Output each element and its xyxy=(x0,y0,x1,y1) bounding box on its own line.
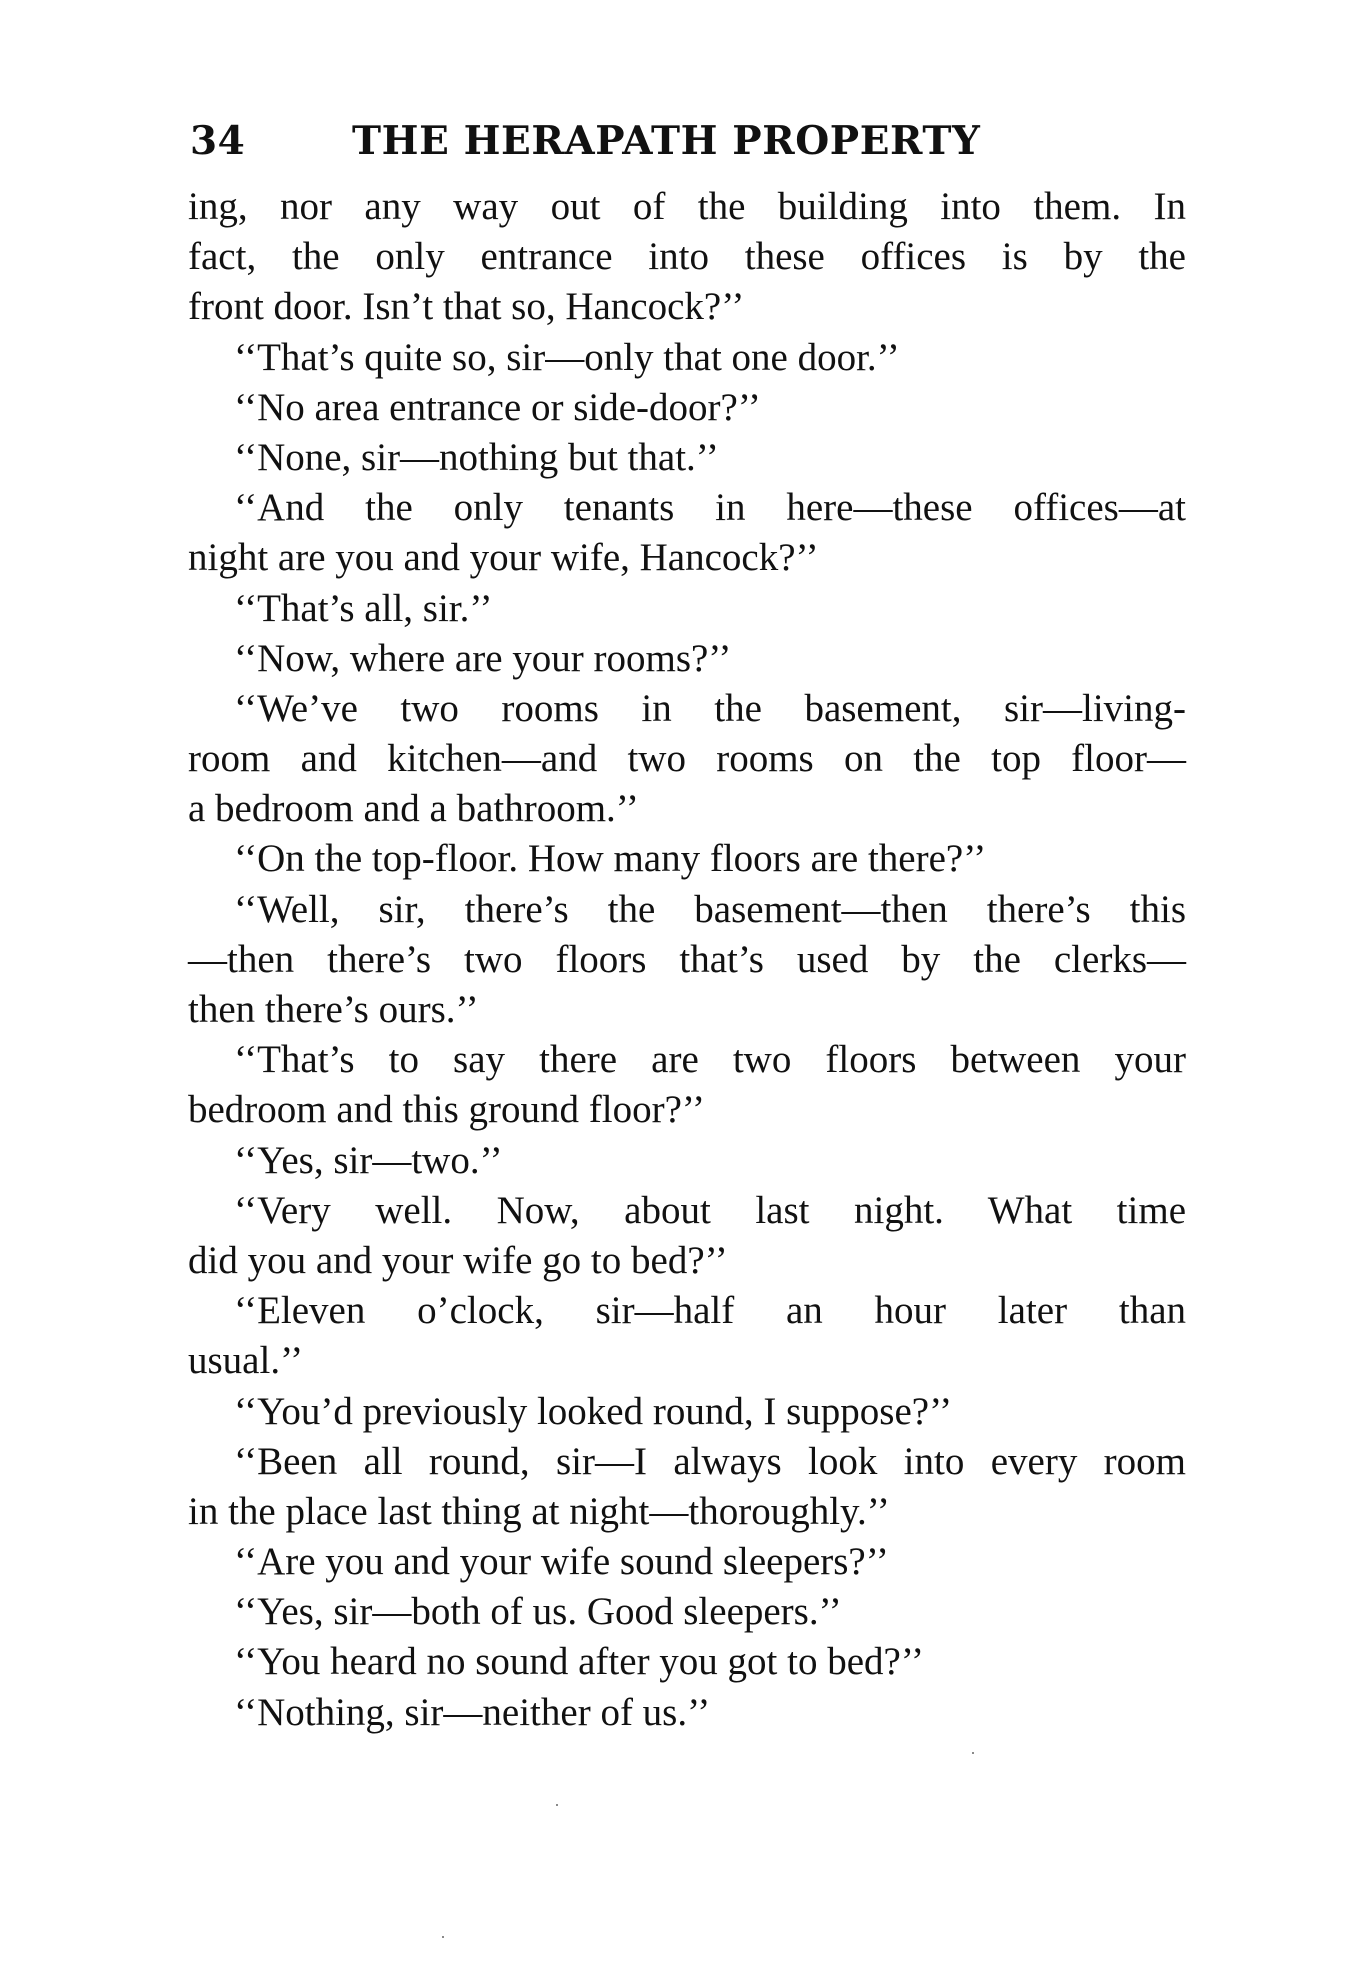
text-line: a bedroom and a bathroom.’’ xyxy=(188,787,639,831)
text-line: did you and your wife go to bed?’’ xyxy=(188,1238,728,1282)
text-line: ‘‘On the top-floor. How many floors are there?’’ xyxy=(234,837,987,881)
scan-speck xyxy=(972,1752,974,1754)
text-line: room and kitchen—and two rooms on the top floor— xyxy=(188,737,1186,781)
text-line: in the place last thing at night—thoroughly.’’ xyxy=(188,1489,890,1533)
text-line: ‘‘Yes, sir—two.’’ xyxy=(234,1138,503,1182)
scan-speck xyxy=(442,1936,444,1938)
text-line: then there’s ours.’’ xyxy=(188,988,479,1031)
text-line: ‘‘Been all round, sir—I always look into every room xyxy=(234,1439,1186,1483)
text-line: ‘‘Now, where are your rooms?’’ xyxy=(234,636,732,680)
text-line: ‘‘And the only tenants in here—these offices—at xyxy=(234,486,1186,530)
text-line: usual.’’ xyxy=(188,1339,304,1383)
text-line: ‘‘Very well. Now, about last night. What time xyxy=(234,1188,1186,1232)
text-line: bedroom and this ground floor?’’ xyxy=(188,1088,705,1132)
text-line: ‘‘You’d previously looked round, I suppose?’’ xyxy=(234,1389,953,1433)
text-line: —then there’s two floors that’s used by the clerks— xyxy=(188,937,1186,981)
scan-speck xyxy=(556,1804,558,1806)
text-line: ‘‘We’ve two rooms in the basement, sir—living- xyxy=(234,686,1186,730)
text-line: ‘‘That’s quite so, sir—only that one door.’’ xyxy=(234,335,900,379)
running-title: THE HERAPATH PROPERTY xyxy=(352,118,981,164)
page-number: 34 xyxy=(190,118,246,164)
text-line: ‘‘Well, sir, there’s the basement—then there’s this xyxy=(234,887,1186,931)
text-line: ‘‘No area entrance or side-door?’’ xyxy=(234,385,761,429)
text-line: ‘‘None, sir—nothing but that.’’ xyxy=(234,435,719,479)
text-line: front door. Isn’t that so, Hancock?’’ xyxy=(188,285,745,329)
text-line: ‘‘You heard no sound after you got to bed?’’ xyxy=(234,1640,924,1684)
text-line: ‘‘Are you and your wife sound sleepers?’’ xyxy=(234,1540,889,1584)
text-line: ‘‘Yes, sir—both of us. Good sleepers.’’ xyxy=(234,1590,842,1634)
text-line: fact, the only entrance into these offices is by the xyxy=(188,235,1186,279)
text-line: ‘‘Nothing, sir—neither of us.’’ xyxy=(234,1690,711,1734)
text-line: ing, nor any way out of the building into them. In xyxy=(188,185,1186,228)
text-line: ‘‘Eleven o’clock, sir—half an hour later than xyxy=(234,1289,1186,1333)
text-line: night are you and your wife, Hancock?’’ xyxy=(188,536,819,580)
running-head xyxy=(190,118,1190,174)
text-line: ‘‘That’s all, sir.’’ xyxy=(234,586,493,630)
body-text xyxy=(188,182,1186,1738)
text-line: ‘‘That’s to say there are two floors between your xyxy=(234,1038,1186,1082)
